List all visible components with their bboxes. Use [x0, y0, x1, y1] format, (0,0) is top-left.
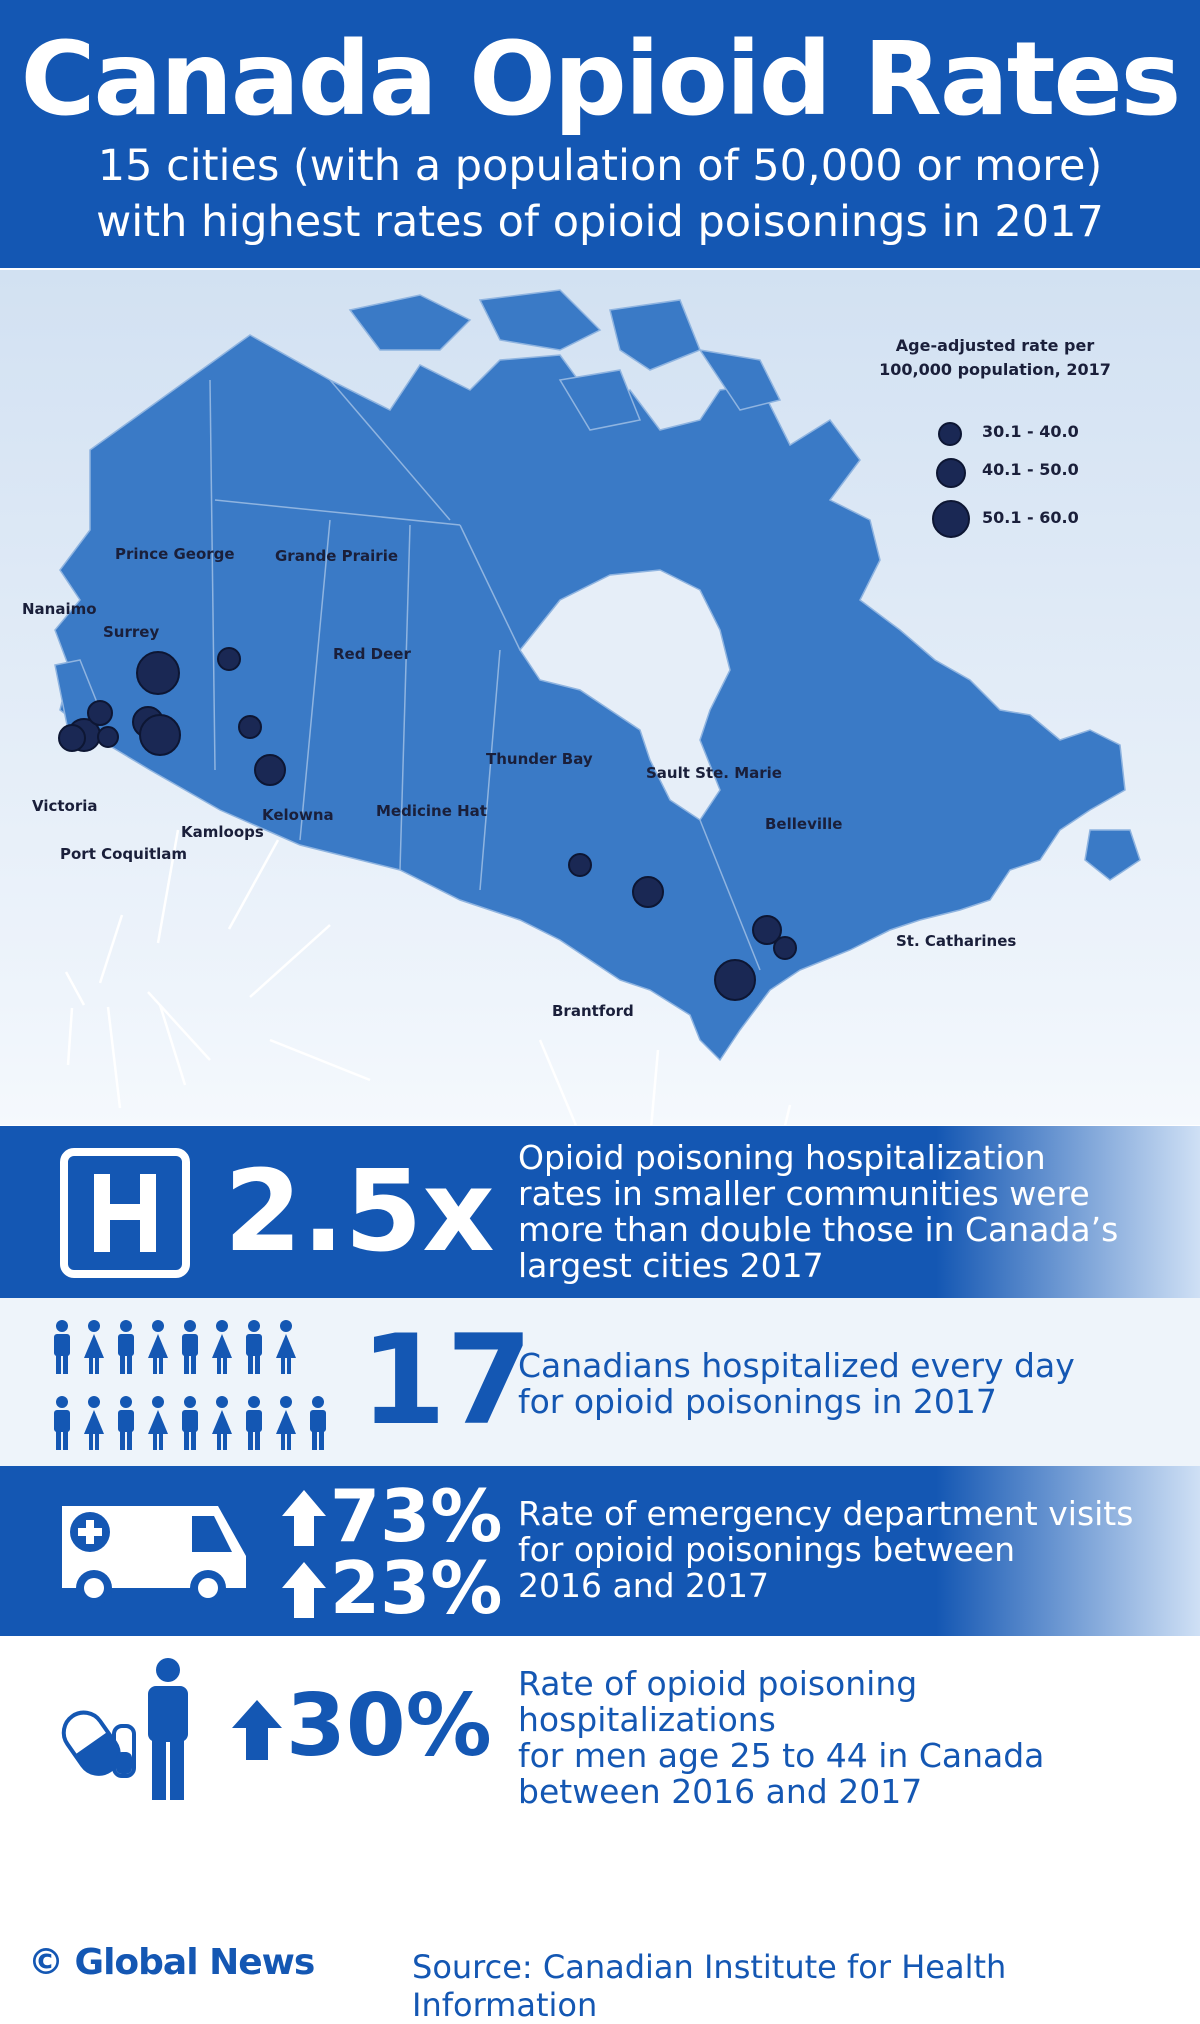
- description-line: Rate of opioid poisoning hospitalizations: [518, 1664, 918, 1739]
- stat-hospital-description: [518, 1140, 1178, 1284]
- stat-daily-band: [0, 1298, 1200, 1466]
- city-label-nanaimo: Nanaimo: [22, 600, 97, 618]
- dot-prince-george: [137, 652, 179, 694]
- dot-victoria: [59, 725, 85, 751]
- description-line: for opioid poisonings in 2017: [518, 1382, 997, 1421]
- dot-st-catharines: [774, 937, 796, 959]
- stat-hospital-value: 2.5x: [224, 1147, 495, 1277]
- description-line: more than double those in Canada’s: [518, 1210, 1119, 1249]
- city-label-surrey: Surrey: [103, 623, 160, 641]
- header-banner: [0, 0, 1200, 268]
- legend-dot-medium: [936, 458, 966, 488]
- legend-title-line-1: Age-adjusted rate per: [895, 336, 1095, 355]
- city-label-grande-prairie: Grande Prairie: [275, 547, 399, 565]
- legend-item: [860, 508, 1130, 548]
- arctic-island-1: [350, 295, 470, 350]
- legend-label: 40.1 - 50.0: [982, 460, 1079, 479]
- legend-item: [860, 422, 1130, 462]
- dot-brantford: [715, 960, 755, 1000]
- map-legend: [860, 334, 1130, 527]
- stat-emergency-description: [518, 1496, 1178, 1604]
- description-line: largest cities 2017: [518, 1246, 824, 1285]
- city-label-victoria: Victoria: [32, 797, 98, 815]
- stat-men-value: 30%: [286, 1676, 492, 1776]
- city-label-medicine-hat: Medicine Hat: [376, 802, 487, 820]
- pill-and-man-icon: [60, 1658, 200, 1800]
- city-label-st-catharines: St. Catharines: [896, 932, 1017, 950]
- legend-item: [860, 460, 1130, 500]
- description-line: between 2016 and 2017: [518, 1772, 923, 1811]
- stat-men-band: [0, 1636, 1200, 1836]
- city-label-kelowna: Kelowna: [262, 806, 334, 824]
- stat-hospital-band: [0, 1126, 1200, 1298]
- hospital-icon: [60, 1148, 190, 1278]
- legend-label: 50.1 - 60.0: [982, 508, 1079, 527]
- description-line: for opioid poisonings between: [518, 1530, 1015, 1569]
- dot-port-coquitlam: [98, 727, 118, 747]
- footer-source: Source: Canadian Institute for Health Information: [412, 1948, 1007, 2024]
- stat-emergency-value-2: 23%: [330, 1546, 503, 1630]
- arctic-island-3: [610, 300, 700, 370]
- up-arrow-icon: [282, 1562, 326, 1618]
- dot-medicine-hat: [255, 755, 285, 785]
- dot-sault-ste-marie: [633, 877, 663, 907]
- up-arrow-icon: [232, 1700, 282, 1760]
- city-label-sault-ste-marie: Sault Ste. Marie: [646, 764, 782, 782]
- footer-brand: © Global News: [28, 1942, 315, 1983]
- city-label-brantford: Brantford: [552, 1002, 634, 1020]
- ambulance-icon: [58, 1496, 250, 1611]
- legend-title-line-2: 100,000 population, 2017: [879, 360, 1111, 379]
- subtitle-line-1: 15 cities (with a population of 50,000 or more): [97, 141, 1103, 191]
- stat-daily-description: [518, 1348, 1178, 1420]
- canada-map: [0, 270, 1200, 1125]
- dot-kelowna: [140, 715, 180, 755]
- city-label-port-coquitlam: Port Coquitlam: [60, 845, 188, 863]
- description-line: rates in smaller communities were: [518, 1174, 1090, 1213]
- city-label-prince-george: Prince George: [115, 545, 235, 563]
- stat-daily-value: 17: [360, 1309, 533, 1453]
- up-arrow-icon: [282, 1490, 326, 1546]
- page-title: Canada Opioid Rates: [20, 20, 1180, 139]
- stat-emergency-value-1: 73%: [330, 1474, 503, 1558]
- dot-surrey: [88, 701, 112, 725]
- stat-emergency-band: [0, 1466, 1200, 1636]
- description-line: for men age 25 to 44 in Canada: [518, 1736, 1045, 1775]
- city-label-thunder-bay: Thunder Bay: [486, 750, 593, 768]
- description-line: Canadians hospitalized every day: [518, 1346, 1075, 1385]
- legend-dot-large: [932, 500, 970, 538]
- description-line: Opioid poisoning hospitalization: [518, 1138, 1046, 1177]
- newfoundland-shape: [1085, 830, 1140, 880]
- subtitle-line-2: with highest rates of opioid poisonings in 2017: [96, 197, 1104, 247]
- city-label-red-deer: Red Deer: [333, 645, 411, 663]
- dot-thunder-bay: [569, 854, 591, 876]
- dot-red-deer: [239, 716, 261, 738]
- arctic-island-2: [480, 290, 600, 350]
- city-label-belleville: Belleville: [765, 815, 843, 833]
- stat-men-description: [518, 1666, 1178, 1810]
- description-line: 2016 and 2017: [518, 1566, 770, 1605]
- people-icon: [52, 1320, 352, 1455]
- description-line: Rate of emergency department visits: [518, 1494, 1134, 1533]
- map-section: [0, 270, 1200, 1125]
- dot-grande-prairie: [218, 648, 240, 670]
- city-label-kamloops: Kamloops: [181, 823, 264, 841]
- legend-dot-small: [938, 422, 962, 446]
- legend-label: 30.1 - 40.0: [982, 422, 1079, 441]
